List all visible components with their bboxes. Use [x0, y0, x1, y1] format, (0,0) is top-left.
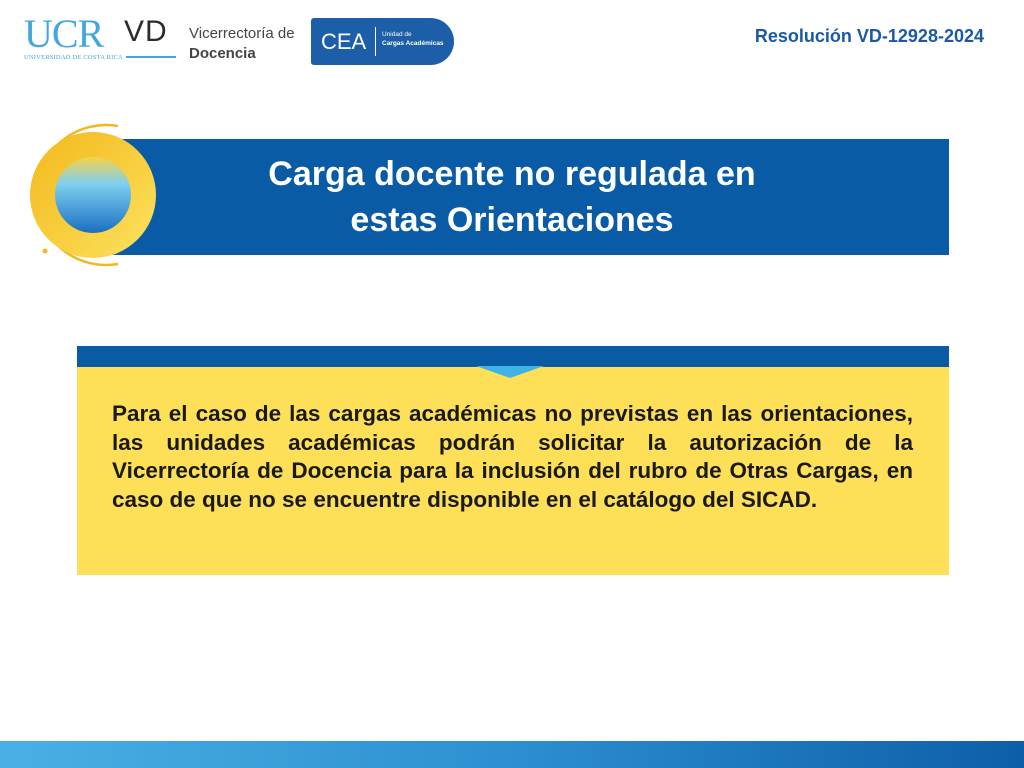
content-box: [77, 367, 949, 575]
vicerrectoria-line2: Docencia: [189, 45, 256, 62]
vicerrectoria-logo: [189, 24, 295, 64]
cea-logo-text: CEA: [321, 29, 367, 54]
sun-emblem-icon: [18, 120, 168, 270]
page-title-line2: estas Orientaciones: [350, 201, 674, 239]
resolution-number: Resolución VD-12928-2024: [754, 26, 984, 46]
cea-logo-subtitle: [382, 30, 444, 48]
title-banner: [92, 139, 949, 255]
vicerrectoria-line1: Vicerrectoría de: [189, 25, 295, 42]
cea-sub-line1: Unidad de: [382, 31, 412, 38]
ucr-logo-subtitle: UNIVERSIDAD DE COSTA RICA: [24, 54, 123, 61]
ucr-logo-text: UCR: [24, 11, 104, 56]
vd-logo-text: VD: [124, 15, 168, 48]
content-header-bar: [77, 346, 949, 367]
cea-sub-line2: Cargas Académicas: [382, 40, 444, 47]
pointer-indicator: [476, 366, 544, 378]
vd-logo: [124, 14, 178, 62]
page-title: [202, 151, 822, 243]
page-title-line1: Carga docente no regulada en: [268, 155, 756, 193]
cea-logo: [311, 18, 454, 65]
content-paragraph: Para el caso de las cargas académicas no previstas en las orientaciones, las unidades académicas podrán solicitar la autorización de la Vicerrectoría de Docencia para la inclusión del rubro de Otras Cargas, en caso de que no se encuentre disponible en el catálogo del SICAD.: [112, 401, 913, 512]
cea-logo-divider: [375, 27, 376, 56]
vd-logo-underline: [126, 56, 176, 58]
footer-bar: [0, 741, 1024, 768]
ucr-logo: [24, 11, 123, 68]
